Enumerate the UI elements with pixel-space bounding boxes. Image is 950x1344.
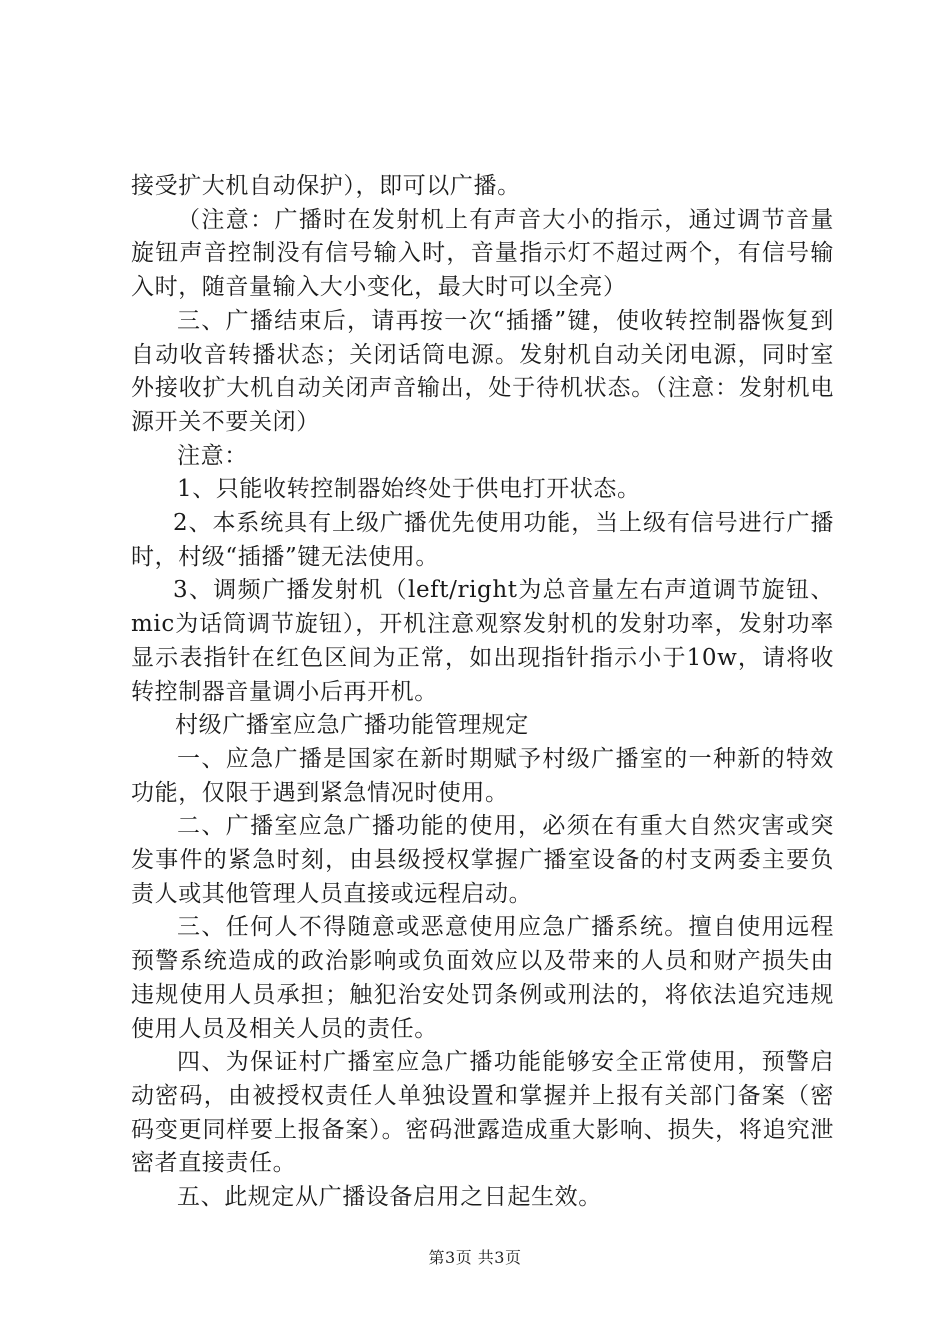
paragraph-volume-note: （注意：广播时在发射机上有声音大小的指示，通过调节音量旋钮声音控制没有信号输入时，音量指示灯不超过两个，有信号输入时，随音量输入大小变化，最大时可以全亮） <box>131 206 834 301</box>
paragraph-notice-2: 2、本系统具有上级广播优先使用功能，当上级有信号进行广播时，村级“插播”键无法使用。 <box>131 510 834 570</box>
section-title: 村级广播室应急广播功能管理规定 <box>175 712 529 739</box>
paragraph-rule-4: 四、为保证村广播室应急广播功能能够安全正常使用，预警启动密码，由被授权责任人单独设置和掌握并上报有关部门备案（密码变更同样要上报备案）。密码泄露造成重大影响、损失，将追究泄密者直接责任。 <box>131 1049 834 1177</box>
page-footer: 第3页 共3页 <box>428 1248 522 1267</box>
paragraph-notice-1: 1、只能收转控制器始终处于供电打开状态。 <box>177 476 641 503</box>
paragraph-rule-5: 五、此规定从广播设备启用之日起生效。 <box>177 1184 602 1211</box>
paragraph-continuation: 接受扩大机自动保护），即可以广播。 <box>131 173 521 199</box>
paragraph-rule-1: 一、应急广播是国家在新时期赋予村级广播室的一种新的特效功能，仅限于遇到紧急情况时使用。 <box>131 745 834 806</box>
paragraph-notice-heading: 注意： <box>177 442 248 469</box>
document-body <box>131 170 834 1215</box>
paragraph-step-three: 三、广播结束后，请再按一次“插播”键，使收转控制器恢复到自动收音转播状态；关闭话筒电源。发射机自动关闭电源，同时室外接收扩大机自动关闭声音输出，处于待机状态。（注意：发射机电源开关不要关闭） <box>131 307 834 435</box>
paragraph-notice-3: 3、调频广播发射机（left/right为总音量左右声道调节旋钮、mic为话筒调节旋钮），开机注意观察发射机的发射功率，发射功率显示表指针在红色区间为正常，如出现指针指示小于10w，请将收转控制器音量调小后再开机。 <box>131 577 834 705</box>
paragraph-rule-3: 三、任何人不得随意或恶意使用应急广播系统。擅自使用远程预警系统造成的政治影响或负面效应以及带来的人员和财产损失由违规使用人员承担；触犯治安处罚条例或刑法的，将依法追究违规使用人员及相关人员的责任。 <box>131 914 834 1042</box>
paragraph-rule-2: 二、广播室应急广播功能的使用，必须在有重大自然灾害或突发事件的紧急时刻，由县级授权掌握广播室设备的村支两委主要负责人或其他管理人员直接或远程启动。 <box>131 813 834 907</box>
